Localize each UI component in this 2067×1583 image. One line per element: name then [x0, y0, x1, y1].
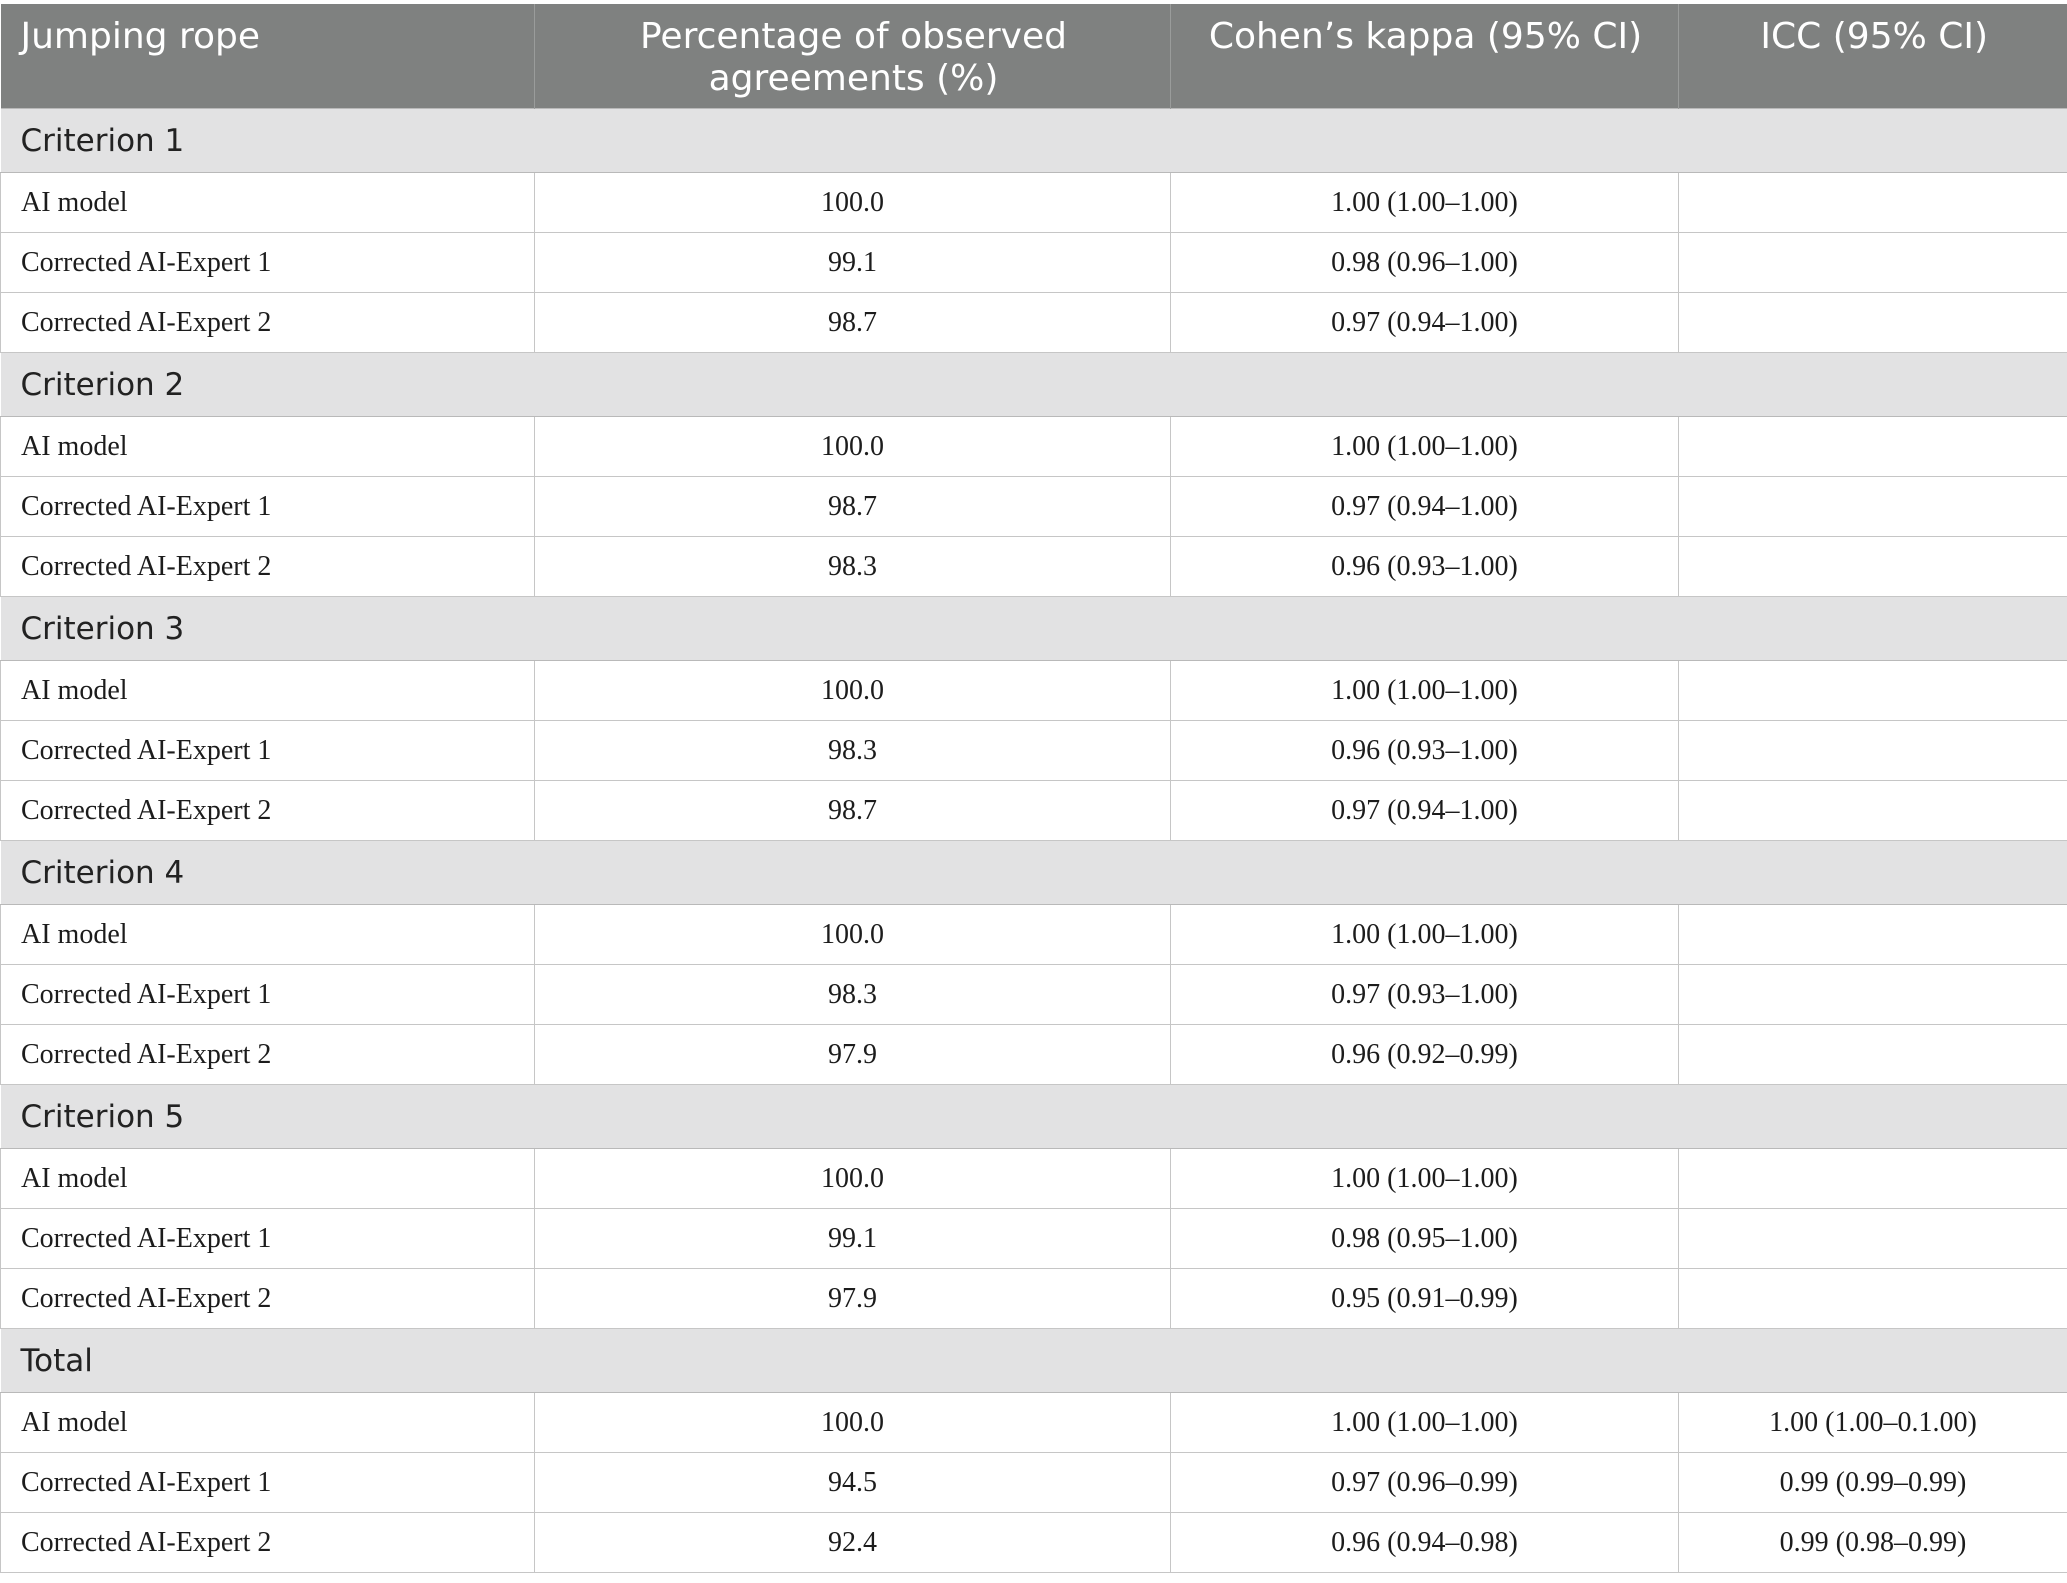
table-row [1, 537, 2067, 597]
kappa-cell: 0.97 (0.94–1.00) [1171, 293, 1679, 353]
icc-cell [1679, 1209, 2067, 1269]
kappa-cell: 0.98 (0.95–1.00) [1171, 1209, 1679, 1269]
icc-cell [1679, 1025, 2067, 1085]
icc-cell: 0.99 (0.99–0.99) [1679, 1453, 2067, 1513]
section-row [1, 1329, 2067, 1393]
percentage-cell: 98.7 [535, 293, 1171, 353]
percentage-cell: 97.9 [535, 1025, 1171, 1085]
row-label-cell: Corrected AI-Expert 1 [1, 965, 535, 1025]
kappa-cell: 1.00 (1.00–1.00) [1171, 1393, 1679, 1453]
row-label-cell: Corrected AI-Expert 1 [1, 1453, 535, 1513]
percentage-cell: 99.1 [535, 1209, 1171, 1269]
kappa-cell: 0.96 (0.92–0.99) [1171, 1025, 1679, 1085]
percentage-cell: 100.0 [535, 173, 1171, 233]
icc-cell: 0.99 (0.98–0.99) [1679, 1513, 2067, 1573]
percentage-cell: 99.1 [535, 233, 1171, 293]
icc-cell [1679, 1149, 2067, 1209]
kappa-cell: 0.95 (0.91–0.99) [1171, 1269, 1679, 1329]
percentage-cell: 100.0 [535, 1393, 1171, 1453]
icc-cell [1679, 965, 2067, 1025]
table-body [1, 109, 2067, 1573]
table-row [1, 233, 2067, 293]
row-label-cell: AI model [1, 661, 535, 721]
percentage-cell: 100.0 [535, 905, 1171, 965]
row-label-cell: Corrected AI-Expert 1 [1, 477, 535, 537]
kappa-cell: 0.96 (0.94–0.98) [1171, 1513, 1679, 1573]
icc-cell [1679, 1269, 2067, 1329]
percentage-cell: 97.9 [535, 1269, 1171, 1329]
table-row [1, 661, 2067, 721]
row-label-cell: AI model [1, 417, 535, 477]
table-row [1, 781, 2067, 841]
section-row [1, 597, 2067, 661]
section-row [1, 109, 2067, 173]
row-label-cell: Corrected AI-Expert 2 [1, 537, 535, 597]
icc-cell [1679, 293, 2067, 353]
icc-cell [1679, 417, 2067, 477]
header-cohens-kappa: Cohen’s kappa (95% CI) [1171, 4, 1679, 109]
row-label-cell: Corrected AI-Expert 1 [1, 233, 535, 293]
icc-cell [1679, 477, 2067, 537]
row-label-cell: Corrected AI-Expert 2 [1, 1025, 535, 1085]
row-label-cell: Corrected AI-Expert 2 [1, 781, 535, 841]
row-label-cell: AI model [1, 1393, 535, 1453]
table-row [1, 1453, 2067, 1513]
kappa-cell: 1.00 (1.00–1.00) [1171, 661, 1679, 721]
table-row [1, 1513, 2067, 1573]
icc-cell [1679, 781, 2067, 841]
table-row [1, 293, 2067, 353]
section-row [1, 353, 2067, 417]
percentage-cell: 98.7 [535, 477, 1171, 537]
kappa-cell: 0.96 (0.93–1.00) [1171, 537, 1679, 597]
table-row [1, 965, 2067, 1025]
table-row [1, 721, 2067, 781]
kappa-cell: 0.97 (0.96–0.99) [1171, 1453, 1679, 1513]
table-row [1, 477, 2067, 537]
percentage-cell: 100.0 [535, 1149, 1171, 1209]
kappa-cell: 0.97 (0.94–1.00) [1171, 477, 1679, 537]
table-row [1, 173, 2067, 233]
icc-cell: 1.00 (1.00–0.1.00) [1679, 1393, 2067, 1453]
section-title: Total [1, 1329, 2067, 1393]
table-row [1, 1149, 2067, 1209]
icc-cell [1679, 173, 2067, 233]
table-row [1, 1025, 2067, 1085]
row-label-cell: Corrected AI-Expert 1 [1, 1209, 535, 1269]
section-row [1, 1085, 2067, 1149]
table-row [1, 905, 2067, 965]
row-label-cell: AI model [1, 905, 535, 965]
percentage-cell: 94.5 [535, 1453, 1171, 1513]
section-title: Criterion 3 [1, 597, 2067, 661]
header-icc: ICC (95% CI) [1679, 4, 2067, 109]
table-row [1, 1209, 2067, 1269]
kappa-cell: 1.00 (1.00–1.00) [1171, 173, 1679, 233]
row-label-cell: AI model [1, 1149, 535, 1209]
section-title: Criterion 4 [1, 841, 2067, 905]
row-label-cell: Corrected AI-Expert 2 [1, 293, 535, 353]
row-label-cell: Corrected AI-Expert 2 [1, 1513, 535, 1573]
icc-cell [1679, 537, 2067, 597]
percentage-cell: 100.0 [535, 417, 1171, 477]
table-row [1, 1393, 2067, 1453]
percentage-cell: 98.3 [535, 965, 1171, 1025]
table-header [1, 4, 2067, 109]
kappa-cell: 0.97 (0.94–1.00) [1171, 781, 1679, 841]
percentage-cell: 92.4 [535, 1513, 1171, 1573]
icc-cell [1679, 233, 2067, 293]
section-title: Criterion 1 [1, 109, 2067, 173]
percentage-cell: 98.3 [535, 537, 1171, 597]
table-row [1, 417, 2067, 477]
kappa-cell: 1.00 (1.00–1.00) [1171, 1149, 1679, 1209]
table-row [1, 1269, 2067, 1329]
icc-cell [1679, 661, 2067, 721]
kappa-cell: 0.98 (0.96–1.00) [1171, 233, 1679, 293]
section-title: Criterion 2 [1, 353, 2067, 417]
header-percentage-agreements: Percentage of observed agreements (%) [535, 4, 1171, 109]
percentage-cell: 98.3 [535, 721, 1171, 781]
header-jumping-rope: Jumping rope [1, 4, 535, 109]
section-title: Criterion 5 [1, 1085, 2067, 1149]
kappa-cell: 1.00 (1.00–1.00) [1171, 905, 1679, 965]
row-label-cell: Corrected AI-Expert 1 [1, 721, 535, 781]
icc-cell [1679, 721, 2067, 781]
icc-cell [1679, 905, 2067, 965]
kappa-cell: 1.00 (1.00–1.00) [1171, 417, 1679, 477]
section-row [1, 841, 2067, 905]
kappa-cell: 0.96 (0.93–1.00) [1171, 721, 1679, 781]
kappa-cell: 0.97 (0.93–1.00) [1171, 965, 1679, 1025]
row-label-cell: AI model [1, 173, 535, 233]
percentage-cell: 100.0 [535, 661, 1171, 721]
row-label-cell: Corrected AI-Expert 2 [1, 1269, 535, 1329]
header-row [1, 4, 2067, 109]
agreement-table [0, 4, 2067, 1573]
percentage-cell: 98.7 [535, 781, 1171, 841]
